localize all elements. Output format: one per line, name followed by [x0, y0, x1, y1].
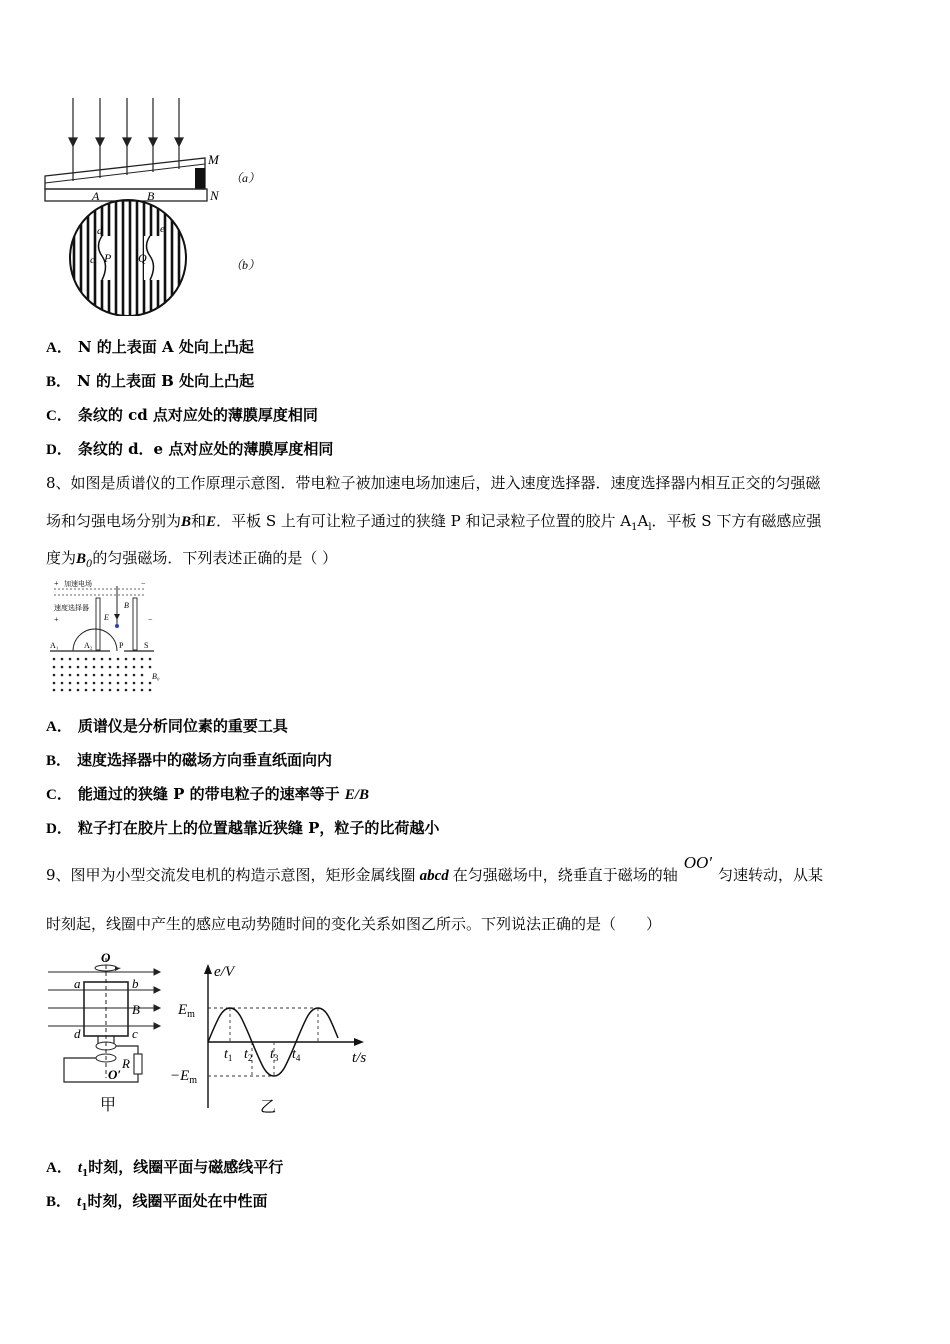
accel-minus: − — [141, 579, 146, 588]
label-O: O — [101, 950, 111, 965]
label-A2: A₂ — [84, 641, 93, 650]
y-axis-label: e/V — [214, 964, 234, 980]
tick-neg-Em: $-E_m$ — [170, 1068, 198, 1086]
label-Q: Q — [138, 251, 147, 265]
label-b: b — [132, 976, 139, 991]
caption-yi: 乙 — [260, 1097, 277, 1116]
label-c: c — [132, 1026, 138, 1041]
label-A1: A₁ — [50, 641, 59, 650]
q8-option-b: B． 速度选择器中的磁场方向垂直纸面向内 — [46, 751, 333, 769]
tick-Em: $E_m$ — [178, 1002, 195, 1020]
q9-option-a: A． $t_1$时刻，线圈平面与磁感线平行 — [46, 1158, 284, 1179]
q9-option-b: B． $t_1$时刻，线圈平面处在中性面 — [46, 1192, 268, 1213]
q9-stem-line2: 时刻起，线圈中产生的感应电动势随时间的变化关系如图乙所示。下列说法正确的是（ ） — [46, 915, 662, 933]
q8-stem-line2: 场和匀强电场分别为B和E．平板 S 上有可让粒子通过的狭缝 P 和记录粒子位置的胶片 $A_1A_l$．平板 S 下方有磁感应强 — [46, 512, 822, 533]
label-N: N — [210, 188, 219, 203]
label-e: e — [160, 223, 165, 235]
label-S: S — [144, 641, 149, 650]
selector-plus: + — [54, 615, 59, 624]
q7-option-d: D． 条纹的 d．e 点对应处的薄膜厚度相同 — [46, 440, 334, 458]
q8-stem-line3: 度为$B_0$的匀强磁场．下列表述正确的是（ ） — [46, 549, 338, 570]
label-B: B — [147, 189, 155, 203]
selector-minus: − — [148, 615, 153, 624]
label-O-prime: O′ — [108, 1067, 122, 1082]
spacer-block — [195, 168, 205, 189]
label-velocity-selector: 速度选择器 — [54, 604, 89, 612]
tick-t3: $t_3$ — [270, 1047, 279, 1063]
q8-option-c: C． 能通过的狭缝 P 的带电粒子的速率等于 E/B — [46, 785, 369, 803]
tick-t4: $t_4$ — [292, 1047, 301, 1063]
mass-spectrometer-figure — [46, 576, 176, 694]
label-M: M — [208, 152, 219, 167]
accel-plus: + — [54, 579, 59, 588]
label-R: R — [122, 1056, 130, 1071]
label-A: A — [92, 189, 100, 203]
label-P: P — [119, 641, 124, 650]
caption-jia: 甲 — [100, 1095, 117, 1114]
q7-option-a: A． N 的上表面 A 处向上凸起 — [46, 338, 254, 356]
q7-option-b: B． N 的上表面 B 处向上凸起 — [46, 372, 255, 390]
label-d: d — [97, 225, 103, 237]
q8-option-a: A． 质谱仪是分析同位素的重要工具 — [46, 717, 288, 735]
label-d: d — [74, 1026, 81, 1041]
q9-stem-line1: 9、图甲为小型交流发电机的构造示意图，矩形金属线圈 abcd 在匀强磁场中，绕垂直于磁场的轴OO′匀速转动，从某 — [46, 853, 824, 884]
q8-option-d: D． 粒子打在胶片上的位置越靠近狭缝 P，粒子的比荷越小 — [46, 819, 440, 837]
generator-figure-jia — [46, 948, 164, 1118]
label-b: （b） — [230, 258, 261, 272]
label-accel-field: 加速电场 — [64, 580, 92, 588]
x-axis-label: t/s — [352, 1050, 367, 1066]
axis-label: OO′ — [683, 853, 713, 872]
label-B0: B₀ — [152, 672, 160, 681]
label-a: （a） — [230, 171, 261, 185]
label-c: c — [90, 254, 95, 266]
label-a: a — [74, 976, 81, 991]
tick-t1: $t_1$ — [224, 1047, 233, 1063]
label-P: P — [104, 251, 112, 265]
thin-film-figure — [40, 96, 270, 316]
label-E: E — [104, 613, 109, 622]
q8-stem-line1: 8、如图是质谱仪的工作原理示意图．带电粒子被加速电场加速后，进入速度选择器．速度选择器内相互正交的匀强磁 — [46, 474, 821, 492]
resistor-R — [134, 1054, 142, 1074]
emf-graph-yi — [170, 958, 380, 1118]
magnetic-field-dots — [53, 658, 152, 692]
label-B: B — [124, 601, 129, 610]
tick-t2: $t_2$ — [244, 1047, 253, 1063]
q7-option-c: C． 条纹的 cd 点对应处的薄膜厚度相同 — [46, 406, 318, 424]
field-lines — [48, 969, 160, 1029]
label-B: B — [132, 1002, 140, 1017]
